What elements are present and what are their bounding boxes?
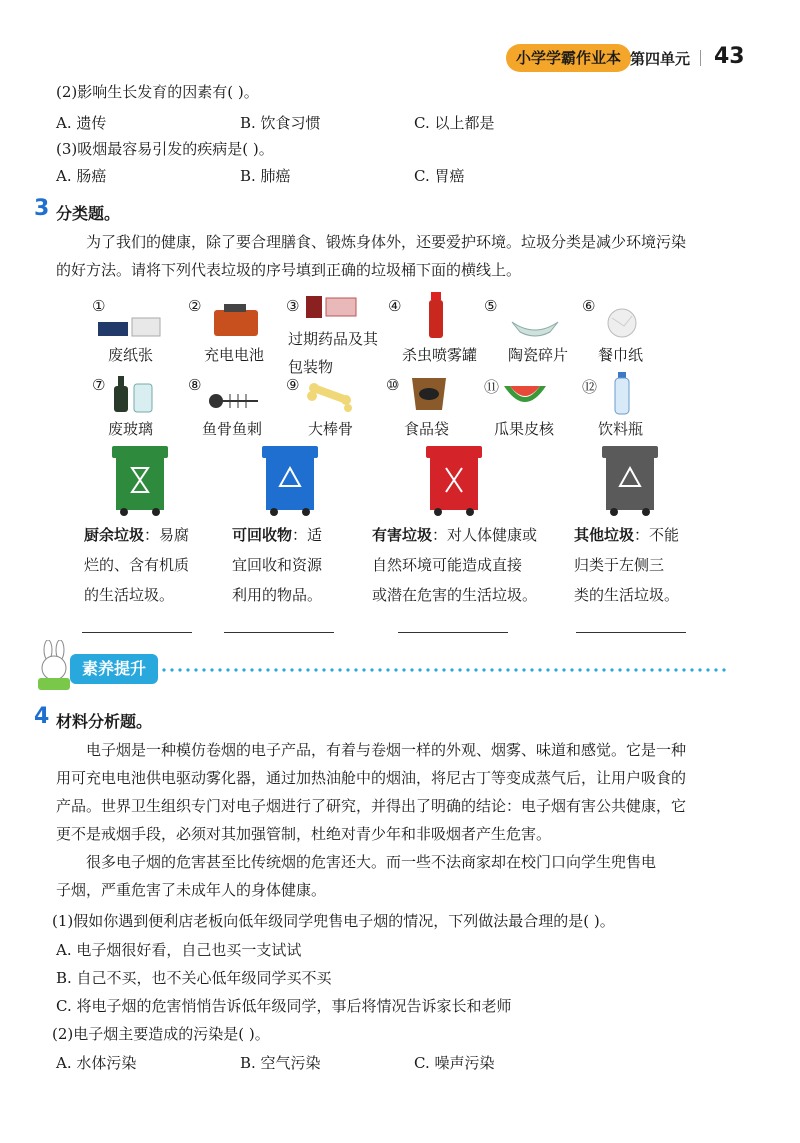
- item-number: ⑪: [484, 378, 500, 396]
- s4-q1-option-b: B. 自己不买，也不关心低年级同学买不买: [56, 969, 332, 987]
- book-title-badge: 小学学霸作业本: [506, 44, 631, 72]
- bin-title: 可回收物: [232, 526, 293, 544]
- item-number: ⑩: [386, 376, 400, 394]
- item-number: ⑫: [582, 378, 598, 396]
- section-4-paragraph-2: 很多电子烟的危害甚至比传统烟的危害还大。而一些不法商家却在校门口向学生兜售电 子烟，严重危害了未成年人的身体健康。: [56, 853, 657, 899]
- waste-paper-icon: [96, 312, 166, 340]
- q2-option-c: C. 以上都是: [414, 114, 495, 132]
- glass-bottle-icon: [112, 374, 156, 414]
- item-label: 瓜果皮核: [494, 420, 555, 438]
- spray-can-icon: [426, 290, 446, 340]
- other-waste-bin: [598, 446, 662, 516]
- item-label: 饮料瓶: [598, 420, 644, 438]
- section-3-title: 分类题。: [56, 204, 121, 223]
- item-number: ⑥: [582, 297, 596, 315]
- recyclable-description: 可回收物：适 宜回收和资源 利用的物品。: [232, 526, 323, 604]
- item-label: 充电电池: [204, 346, 265, 364]
- unit-label: 第四单元: [630, 50, 691, 68]
- s4-q1-option-a: A. 电子烟很好看，自己也买一支试试: [56, 941, 302, 959]
- item-label: 废纸张: [108, 346, 154, 364]
- item-number: ⑨: [286, 376, 300, 394]
- answer-line-other[interactable]: [576, 632, 686, 633]
- item-label: 陶瓷碎片: [508, 346, 569, 364]
- question-2-stem: (2)影响生长发育的因素有( )。: [56, 83, 259, 101]
- item-label: 食品袋: [404, 420, 450, 438]
- page-number: 43: [714, 44, 745, 69]
- s4-q1-option-c: C. 将电子烟的危害悄悄告诉低年级同学，事后将情况告诉家长和老师: [56, 997, 512, 1015]
- fruit-peel-icon: [500, 378, 550, 414]
- napkin-icon: [604, 306, 640, 340]
- recyclable-bin: [258, 446, 322, 516]
- bin-title: 厨余垃圾: [84, 526, 145, 544]
- bone-icon: [306, 382, 354, 412]
- item-label: 鱼骨鱼刺: [202, 420, 263, 438]
- battery-charger-icon: [210, 300, 262, 340]
- q2-option-a: A. 遗传: [56, 114, 107, 132]
- item-number: ⑦: [92, 376, 106, 394]
- section-3-intro-line-2: 的好方法。请将下列代表垃圾的序号填到正确的垃圾桶下面的横线上。: [56, 261, 522, 279]
- item-label: 杀虫喷雾罐: [402, 346, 478, 364]
- item-number: ⑤: [484, 297, 498, 315]
- section-3-number: 3: [34, 196, 50, 221]
- item-number: ⑧: [188, 376, 202, 394]
- answer-line-hazardous[interactable]: [398, 632, 508, 633]
- item-label: 过期药品及其: [288, 330, 379, 348]
- other-waste-description: 其他垃圾：不能 归类于左侧三 类的生活垃圾。: [574, 526, 680, 604]
- item-label: 废玻璃: [108, 420, 154, 438]
- answer-line-kitchen[interactable]: [82, 632, 192, 633]
- section-4-paragraph-1: 电子烟是一种模仿卷烟的电子产品，有着与卷烟一样的外观、烟雾、味道和感觉。它是一种 用可充电电池供电驱动雾化器，通过加热油舱中的烟油，将尼古丁等变成蒸气后，让用户吸食的 产品。世界卫生组织专门对电子烟进行了研究，并得出了明确的结论：电子烟有害公共健康，它 更不是戒烟手段，必须对其加强管制，杜绝对青少年和非吸烟者产生危害。: [56, 741, 687, 843]
- section-3-intro-line-1: 为了我们的健康，除了要合理膳食、锻炼身体外，还要爱护环境。垃圾分类是减少环境污染: [86, 233, 687, 251]
- item-label: 餐巾纸: [598, 346, 644, 364]
- item-number: ①: [92, 297, 106, 315]
- item-label-line-2: 包装物: [288, 358, 334, 376]
- water-bottle-icon: [612, 372, 632, 416]
- q3-option-b: B. 肺癌: [240, 167, 291, 185]
- section-4-question-1-stem: (1)假如你遇到便利店老板向低年级同学兜售电子烟的情况，下列做法最合理的是( )。: [52, 912, 615, 930]
- fish-bone-icon: [206, 390, 262, 412]
- item-number: ④: [388, 297, 402, 315]
- s4-q2-option-b: B. 空气污染: [240, 1054, 321, 1072]
- section-4-title: 材料分析题。: [56, 712, 153, 731]
- hazardous-bin: [422, 446, 486, 516]
- question-3-stem: (3)吸烟最容易引发的疾病是( )。: [56, 140, 274, 158]
- kitchen-waste-bin: [108, 446, 172, 516]
- food-bag-icon: [408, 374, 450, 414]
- hazardous-description: 有害垃圾：对人体健康或 自然环境可能造成直接 或潜在危害的生活垃圾。: [372, 526, 538, 604]
- section-4-question-2-stem: (2)电子烟主要造成的污染是( )。: [52, 1025, 270, 1043]
- kitchen-waste-description: 厨余垃圾：易腐 烂的、含有机质 的生活垃圾。: [84, 526, 190, 604]
- s4-q2-option-c: C. 噪声污染: [414, 1054, 495, 1072]
- q3-option-a: A. 肠癌: [56, 167, 107, 185]
- answer-line-recyclable[interactable]: [224, 632, 334, 633]
- bin-title: 有害垃圾: [372, 526, 433, 544]
- section-4-number: 4: [34, 704, 50, 729]
- q2-option-b: B. 饮食习惯: [240, 114, 321, 132]
- header-divider: [700, 50, 701, 66]
- item-number: ③: [286, 297, 300, 315]
- item-number: ②: [188, 297, 202, 315]
- dotted-divider: [160, 668, 730, 672]
- bin-title: 其他垃圾: [574, 526, 635, 544]
- section-banner-label: 素养提升: [70, 654, 158, 684]
- item-label: 大棒骨: [308, 420, 354, 438]
- ceramic-shard-icon: [510, 316, 560, 340]
- q3-option-c: C. 胃癌: [414, 167, 465, 185]
- s4-q2-option-a: A. 水体污染: [56, 1054, 137, 1072]
- medicine-icon: [304, 292, 360, 322]
